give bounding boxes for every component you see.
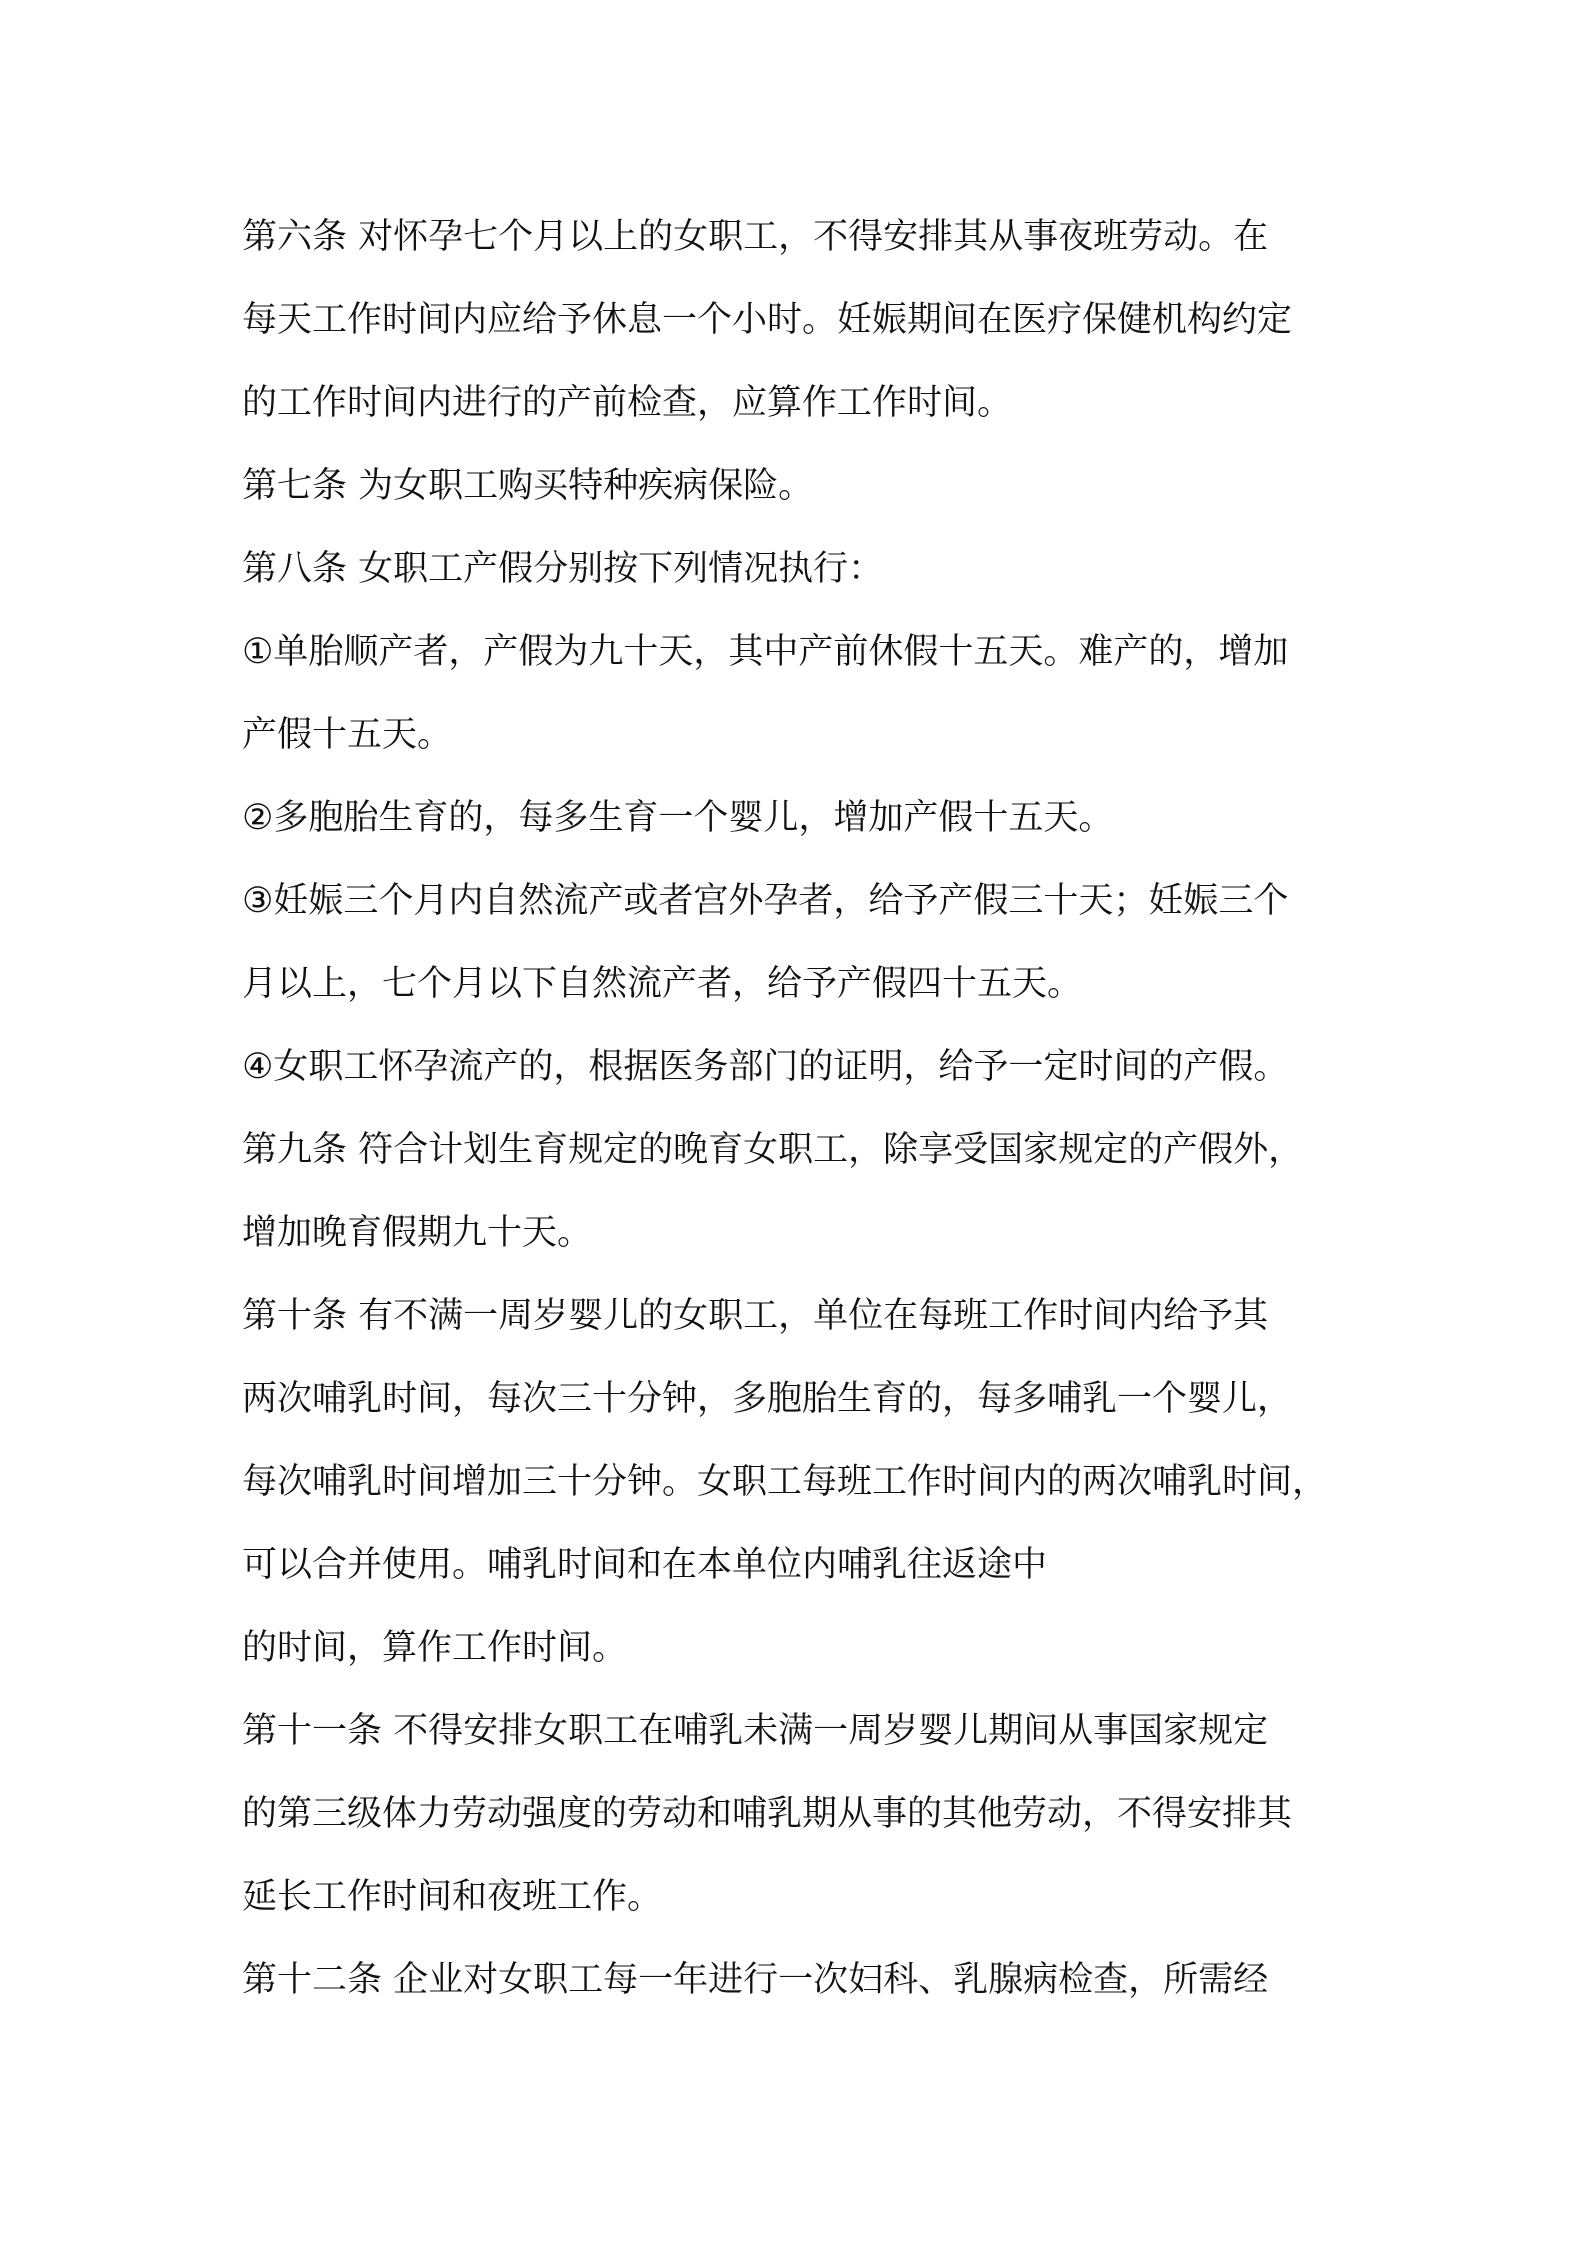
text-line: ①单胎顺产者，产假为九十天，其中产前休假十五天。难产的，增加 bbox=[242, 632, 1289, 672]
text-line: ③妊娠三个月内自然流产或者宫外孕者，给予产假三十天；妊娠三个 bbox=[242, 881, 1289, 921]
text-line: 第九条 符合计划生育规定的晚育女职工，除享受国家规定的产假外， bbox=[242, 1130, 1304, 1170]
text-line: 第七条 为女职工购买特种疾病保险。 bbox=[242, 466, 814, 506]
text-line: ②多胞胎生育的，每多生育一个婴儿，增加产假十五天。 bbox=[242, 798, 1114, 838]
text-line: 第十二条 企业对女职工每一年进行一次妇科、乳腺病检查，所需经 bbox=[242, 1960, 1269, 2000]
text-line: 每次哺乳时间增加三十分钟。女职工每班工作时间内的两次哺乳时间， bbox=[242, 1462, 1328, 1502]
text-line: 每天工作时间内应给予休息一个小时。妊娠期间在医疗保健机构约定 bbox=[242, 300, 1293, 340]
text-line: 第十条 有不满一周岁婴儿的女职工，单位在每班工作时间内给予其 bbox=[242, 1296, 1269, 1336]
text-line: ④女职工怀孕流产的，根据医务部门的证明，给予一定时间的产假。 bbox=[242, 1047, 1289, 1087]
text-line: 的时间，算作工作时间。 bbox=[242, 1628, 628, 1668]
document-body bbox=[242, 196, 1372, 2022]
text-line: 产假十五天。 bbox=[242, 715, 453, 755]
text-line: 增加晚育假期九十天。 bbox=[242, 1213, 593, 1253]
text-line: 第八条 女职工产假分别按下列情况执行： bbox=[242, 549, 884, 589]
text-line: 延长工作时间和夜班工作。 bbox=[242, 1877, 663, 1917]
text-line: 第六条 对怀孕七个月以上的女职工，不得安排其从事夜班劳动。在 bbox=[242, 217, 1269, 257]
text-line: 的工作时间内进行的产前检查，应算作工作时间。 bbox=[242, 383, 1013, 423]
text-line: 两次哺乳时间，每次三十分钟，多胞胎生育的，每多哺乳一个婴儿， bbox=[242, 1379, 1293, 1419]
text-line: 第十一条 不得安排女职工在哺乳未满一周岁婴儿期间从事国家规定 bbox=[242, 1711, 1269, 1751]
text-line: 月以上，七个月以下自然流产者，给予产假四十五天。 bbox=[242, 964, 1083, 1004]
text-line: 的第三级体力劳动强度的劳动和哺乳期从事的其他劳动，不得安排其 bbox=[242, 1794, 1293, 1834]
text-line: 可以合并使用。哺乳时间和在本单位内哺乳往返途中 bbox=[242, 1545, 1048, 1585]
